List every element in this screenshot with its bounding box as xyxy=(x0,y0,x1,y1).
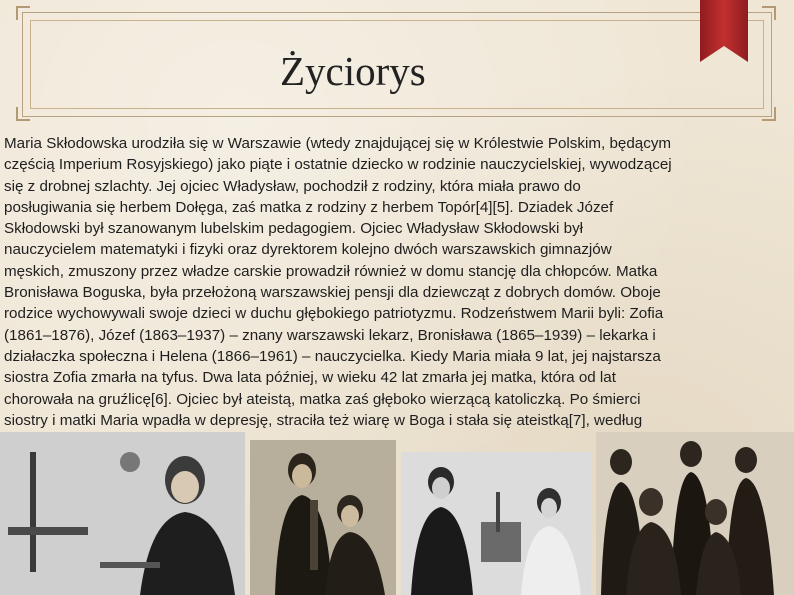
frame-corner xyxy=(16,107,30,121)
photo-strip xyxy=(0,432,794,595)
frame-corner xyxy=(762,6,776,20)
photo-two-women xyxy=(250,440,396,595)
frame-corner xyxy=(16,6,30,20)
biography-text: Maria Skłodowska urodziła się w Warszawie (wtedy znajdującej się w Królestwie Polskim, będącym częścią Imperium Rosyjskiego) jako piąte i ostatnie dziecko w rodzinie nauczycielskiej, wywodzącej się z drobnej szlachty. Jej ojciec Władysław, pochodził z rodziny, która miała prawo do posługiwania się herbem Dołęga, zaś matka z rodziny z herbem Topór[4][5]. Dziadek Józef Skłodowski był szanowanym lubelskim pedagogiem. Ojciec Władysław Skłodowski był nauczycielem matematyki i fizyki oraz dyrektorem kolejno dwóch warszawskich gimnazjów męskich, zmuszony przez władze carskie prowadził również w domu stancję dla chłopców. Matka Bronisława Boguska, była przełożoną warszawskiej pensji dla dziewcząt z dobrych domów. Oboje rodzice wychowywali swoje dzieci w duchu głębokiego patriotyzmu. Rodzeństwem Marii byli: Zofia (1861–1876), Józef (1863–1937) – znany warszawski lekarz, Bronisława (1865–1939) – lekarka i działaczka społeczna i Helena (1866–1961) – nauczycielka. Kiedy Maria miała 9 lat, jej najstarsza siostra Zofia zmarła na tyfus. Dwa lata później, w wieku 42 lat zmarła jej matka, która od lat chorowała na gruźlicę[6]. Ojciec był ateistą, matka zaś głęboko wierzącą katoliczką. Po śmierci siostry i matki Maria wpadła w depresję, straciła też wiarę w Boga i stała się ateistką[7], według xyxy=(4,135,672,429)
photo-family-group xyxy=(596,432,794,595)
slide-title: Życiorys xyxy=(280,48,426,94)
photo-laboratory xyxy=(401,452,591,595)
frame-corner xyxy=(762,107,776,121)
photo-lab-portrait xyxy=(0,432,245,595)
bookmark-ribbon-icon xyxy=(700,0,748,62)
